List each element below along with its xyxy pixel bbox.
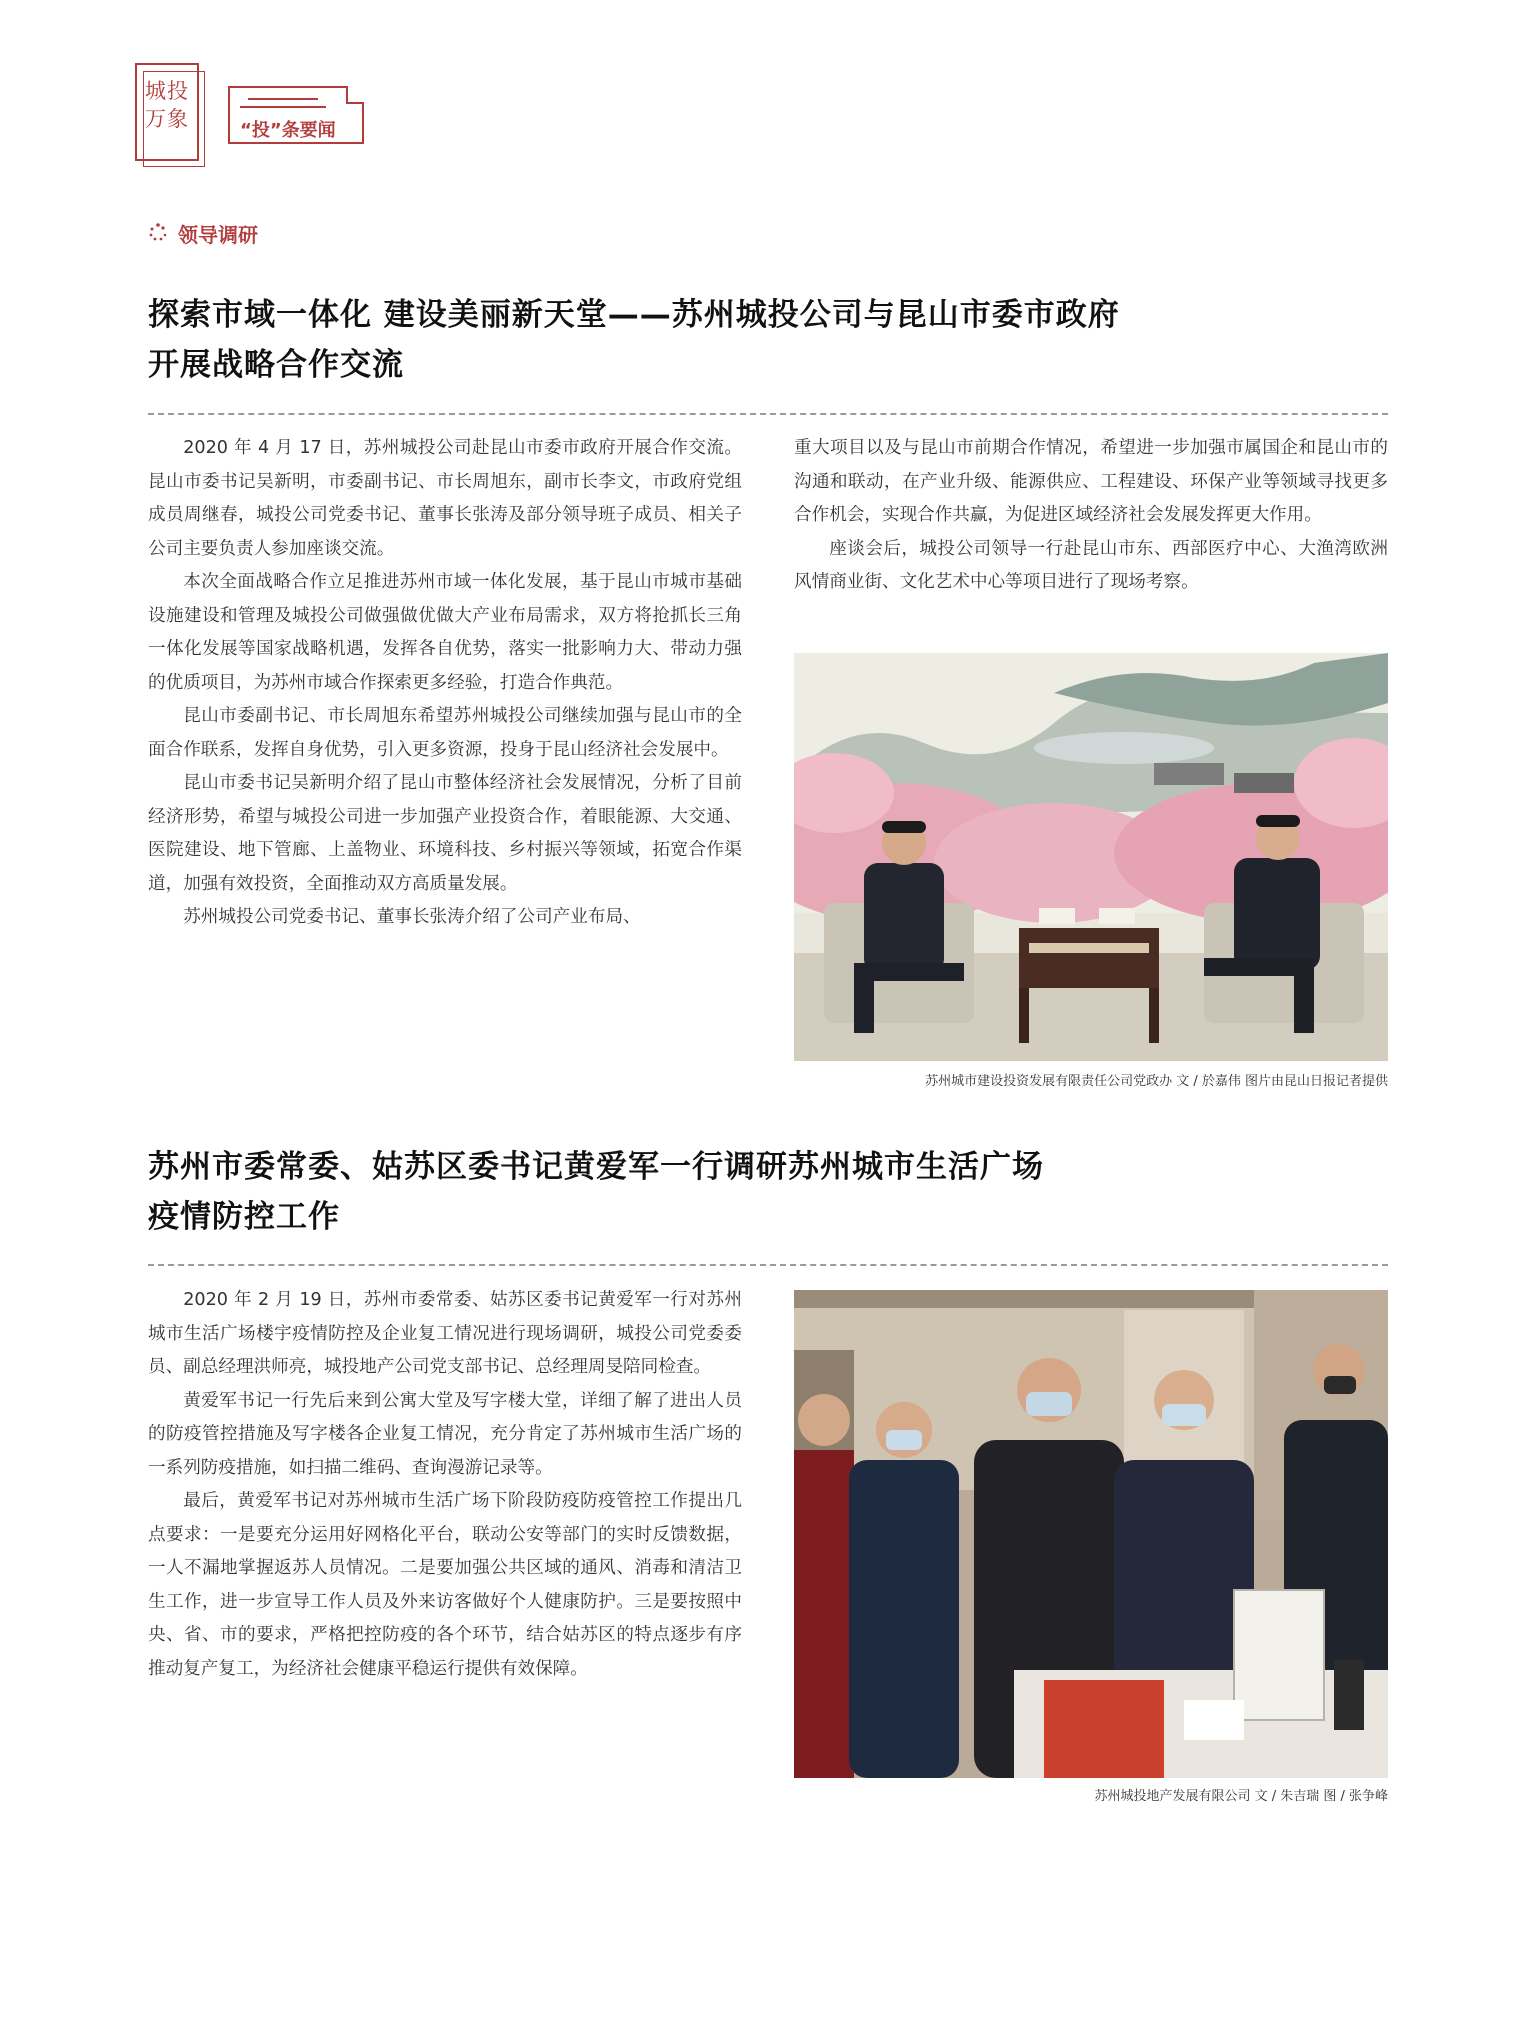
section-label: 领导调研: [178, 223, 258, 247]
column-tag: [228, 86, 364, 144]
dotted-swirl-icon: [148, 222, 168, 242]
meeting-photo: [794, 653, 1388, 1061]
paragraph: 苏州城投公司党委书记、董事长张涛介绍了公司产业布局、: [183, 907, 641, 927]
article-1-caption: 苏州城市建设投资发展有限责任公司党政办 文 / 於嘉伟 图片由昆山日报记者提供: [925, 1074, 1388, 1089]
paragraph: 重大项目以及与昆山市前期合作情况，希望进一步加强市属国企和昆山市的沟通和联动，在产业升级、能源供应、工程建设、环保产业等领域寻找更多合作机会，实现合作共赢，为促进区域经济社会发展发挥更大作用。: [794, 438, 1388, 525]
article-2-title-line-1: 苏州市委常委、姑苏区委书记黄爱军一行调研苏州城市生活广场: [148, 1149, 1044, 1185]
article-2-caption: 苏州城投地产发展有限公司 文 / 朱吉瑞 图 / 张争峰: [1094, 1789, 1388, 1804]
divider: [148, 1264, 1388, 1266]
column-tag-label: “投”条要闻: [240, 120, 336, 141]
paragraph: 黄爱军书记一行先后来到公寓大堂及写字楼大堂，详细了解了进出人员的防疫管控措施及写字楼各企业复工情况，充分肯定了苏州城市生活广场的一系列防疫措施，如扫描二维码、查询漫游记录等。: [148, 1390, 742, 1478]
paragraph: 最后，黄爱军书记对苏州城市生活广场下阶段防疫防疫管控工作提出几点要求：一是要充分运用好网格化平台，联动公安等部门的实时反馈数据，一人不漏地掌握返苏人员情况。二是要加强公共区域的通风、消毒和清洁卫生工作，进一步宣导工作人员及外来访客做好个人健康防护。三是要按照中央、省、市的要求，严格把控防疫的各个环节，结合姑苏区的特点逐步有序推动复产复工，为经济社会健康平稳运行提供有效保障。: [148, 1491, 742, 1679]
paragraph: 座谈会后，城投公司领导一行赴昆山市东、西部医疗中心、大渔湾欧洲风情商业街、文化艺术中心等项目进行了现场考察。: [794, 538, 1388, 592]
article-2-title: [148, 1142, 1388, 1242]
paragraph: 昆山市委副书记、市长周旭东希望苏州城投公司继续加强与昆山市的全面合作联系，发挥自身优势，引入更多资源，投身于昆山经济社会发展中。: [148, 706, 742, 760]
divider: [148, 413, 1388, 415]
logo-line-1: 城投: [145, 79, 189, 103]
article-1-left-column: [148, 432, 742, 935]
article-1-title-line-2: 开展战略合作交流: [148, 347, 404, 383]
article-2-title-line-2: 疫情防控工作: [148, 1199, 340, 1235]
folded-corner-icon: [346, 86, 364, 104]
article-2-text-column: [148, 1284, 742, 1686]
paragraph: 2020 年 2 月 19 日，苏州市委常委、姑苏区委书记黄爱军一行对苏州城市生活广场楼宇疫情防控及企业复工情况进行现场调研，城投公司党委委员、副总经理洪师亮，城投地产公司党支部书记、总经理周旻陪同检查。: [148, 1290, 742, 1377]
logo-line-2: 万象: [145, 107, 189, 131]
paragraph: 2020 年 4 月 17 日，苏州城投公司赴昆山市委市政府开展合作交流。昆山市委书记吴新明，市委副书记、市长周旭东，副市长李文，市政府党组成员周继春，城投公司党委书记、董事长张涛及部分领导班子成员、相关子公司主要负责人参加座谈交流。: [148, 438, 742, 559]
article-1-title: [148, 290, 1388, 390]
magazine-logo: [135, 63, 199, 161]
paragraph: 本次全面战略合作立足推进苏州市域一体化发展，基于昆山市城市基础设施建设和管理及城投公司做强做优做大产业布局需求，双方将抢抓长三角一体化发展等国家战略机遇，发挥各自优势，落实一批影响力大、带动力强的优质项目，为苏州市域合作探索更多经验，打造合作典范。: [148, 572, 742, 693]
article-1-title-line-1: 探索市域一体化 建设美丽新天堂——苏州城投公司与昆山市委市政府: [148, 297, 1120, 333]
paragraph: 昆山市委书记吴新明介绍了昆山市整体经济社会发展情况，分析了目前经济形势，希望与城投公司进一步加强产业投资合作，着眼能源、大交通、医院建设、地下管廊、上盖物业、环境科技、乡村振兴等领域，拓宽合作渠道，加强有效投资，全面推动双方高质量发展。: [148, 773, 742, 894]
article-1-right-column: [794, 432, 1388, 600]
logo-text: [143, 77, 191, 133]
inspection-photo: [794, 1290, 1388, 1778]
